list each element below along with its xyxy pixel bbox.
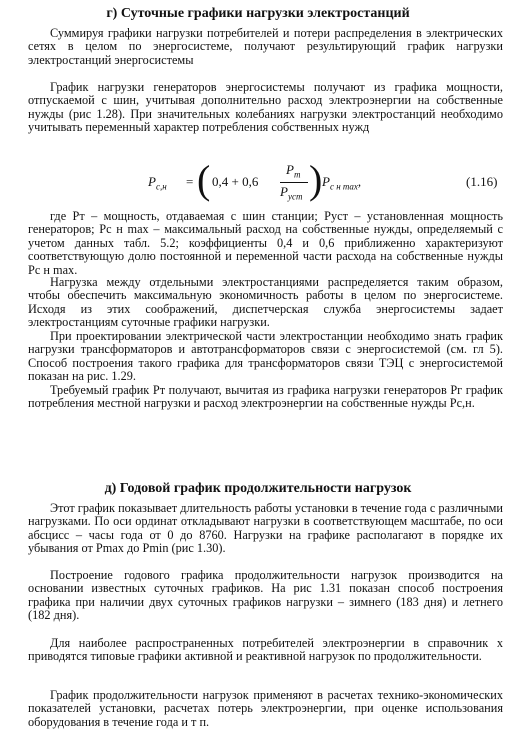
formula-symbol: P [148, 174, 156, 189]
formula-symbol: P [280, 184, 288, 199]
section-heading-daily-load: г) Суточные графики нагрузки электростанций [106, 6, 410, 21]
formula-comma: , [357, 174, 362, 189]
formula-equals: = [186, 174, 194, 189]
formula-constant: 0,4 + 0,6 [212, 174, 259, 189]
formula-numerator [286, 162, 300, 180]
paragraph: где Pт – мощность, отдаваемая с шин станции; Pуст – установленная мощность генераторов; Pс н max – максимальный расход на собственные нужды, определяемый с учетом данных табл. 5.2; коэффициенты 0,4 и 0,6 приближенно характеризуют соответствующую долю постоянной и переменной части расхода на собственные нужды Pс н max. [28, 209, 503, 277]
formula-subscript: уст [287, 191, 303, 202]
paragraph: Этот график показывает длительность работы установки в течение года с различными нагрузками. По оси ординат откладывают нагрузки в соответствующем масштабе, по оси абсцисс – часы года от 0 до 8760. Нагрузки на графике располагают в порядке их убывания от Pmax до Pmin (рис 1.30). [28, 501, 503, 556]
formula-1-16 [0, 157, 516, 206]
paragraph: При проектировании электрической части электростанции необходимо знать график нагрузки трансформаторов и автотрансформаторов связи с энергосистемой (см. гл 5). Способ построения такого графика для трансформаторов связи ТЭЦ с энергосистемой показан на рис. 1.29. [28, 329, 503, 384]
formula-subscript: с,н [155, 181, 167, 192]
paragraph: Для наиболее распространенных потребителей электроэнергии в справочник х приводятся типовые графики активной и реактивной нагрузок по продолжительности. [28, 636, 503, 664]
paragraph: График продолжительности нагрузок применяют в расчетах технико-экономических показателей установки, расчетах потерь электроэнергии, при оценке использования оборудования в течение года и т п. [28, 688, 503, 729]
formula-paren-left: ( [197, 157, 211, 202]
paragraph: Требуемый график Pт получают, вычитая из графика нагрузки генераторов Pг график потребления местной нагрузки и расход электроэнергии на собственные нужды Pс,н. [28, 383, 503, 411]
formula-symbol: P [286, 162, 294, 177]
formula-rhs [322, 174, 361, 192]
equation-number: (1.16) [466, 174, 498, 189]
formula-subscript: т [293, 169, 301, 180]
formula-subscript: с н max [329, 181, 358, 192]
formula-paren-right: ) [309, 157, 323, 202]
formula-denominator [280, 184, 302, 202]
paragraph: Нагрузка между отдельными электростанциями распределяется таким образом, чтобы обеспечить максимальную экономичность работы в целом по энергосистеме. Исходя из этих соображений, диспетчерская служба энергосистемы задает электростанциям суточные графики нагрузки. [28, 275, 503, 330]
fraction-bar [280, 182, 308, 183]
section-heading-annual-duration: д) Годовой график продолжительности нагрузок [104, 481, 412, 496]
paragraph: График нагрузки генераторов энергосистемы получают из графика мощности, отпускаемой с шин, учитывая дополнительно расход электроэнергии на собственные нужды (рис 1.28). При значительных колебаниях нагрузки электростанций необходимо учитывать переменный характер потребления собственных нужд [28, 80, 503, 135]
paragraph: Суммируя графики нагрузки потребителей и потери распределения в электрических сетях в целом по энергосистеме, получают результирующий график нагрузки электростанций энергосистемы [28, 26, 503, 67]
paragraph: Построение годового графика продолжительности нагрузок производится на основании известных суточных графиков. На рис 1.31 показан способ построения графика при наличии двух суточных графиков нагрузки – зимнего (183 дня) и летнего (182 дня). [28, 568, 503, 623]
formula-symbol: P [322, 174, 330, 189]
formula-lhs [148, 174, 167, 192]
